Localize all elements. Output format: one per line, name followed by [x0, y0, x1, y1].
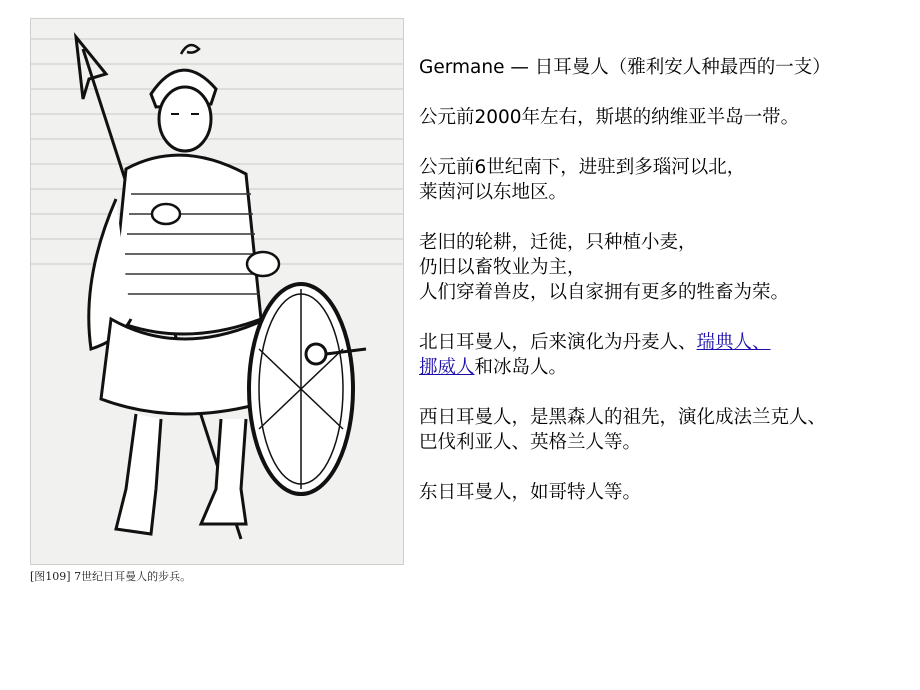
link-swedes[interactable]: 瑞典人、	[696, 332, 771, 353]
link-norwegians[interactable]: 挪威人	[419, 357, 475, 378]
text-line: 莱茵河以东地区。	[419, 182, 568, 203]
text-line: 巴伐利亚人、英格兰人等。	[419, 432, 642, 453]
text-line	[419, 355, 917, 380]
text-line: 东日耳曼人，如哥特人等。	[419, 482, 642, 503]
warrior-illustration	[30, 18, 404, 565]
text-segment: 北日耳曼人，后来演化为丹麦人、	[419, 332, 697, 353]
text-line: 仍旧以畜牧业为主，	[419, 257, 586, 278]
paragraph-west-germanic	[419, 405, 917, 455]
paragraph-title	[419, 55, 917, 80]
text-line: 公元前6世纪南下，进驻到多瑙河以北，	[419, 157, 746, 178]
warrior-drawing	[31, 19, 403, 564]
paragraph-origin	[419, 105, 917, 130]
text-line: Germane — 日耳曼人（雅利安人种最西的一支）	[419, 57, 831, 78]
paragraph-north-germanic	[419, 330, 917, 380]
text-content	[419, 55, 917, 530]
text-segment: 和冰岛人。	[474, 357, 568, 378]
figure-caption: [图109] 7世纪日耳曼人的步兵。	[30, 570, 192, 583]
text-line: 西日耳曼人，是黑森人的祖先，演化成法兰克人、	[419, 407, 827, 428]
paragraph-economy	[419, 230, 917, 305]
paragraph-east-germanic	[419, 480, 917, 505]
paragraph-migration	[419, 155, 917, 205]
text-line: 人们穿着兽皮，以自家拥有更多的牲畜为荣。	[419, 282, 790, 303]
text-line: 公元前2000年左右，斯堪的纳维亚半岛一带。	[419, 107, 800, 128]
text-line	[419, 330, 917, 355]
text-line: 老旧的轮耕，迁徙，只种植小麦，	[419, 232, 697, 253]
